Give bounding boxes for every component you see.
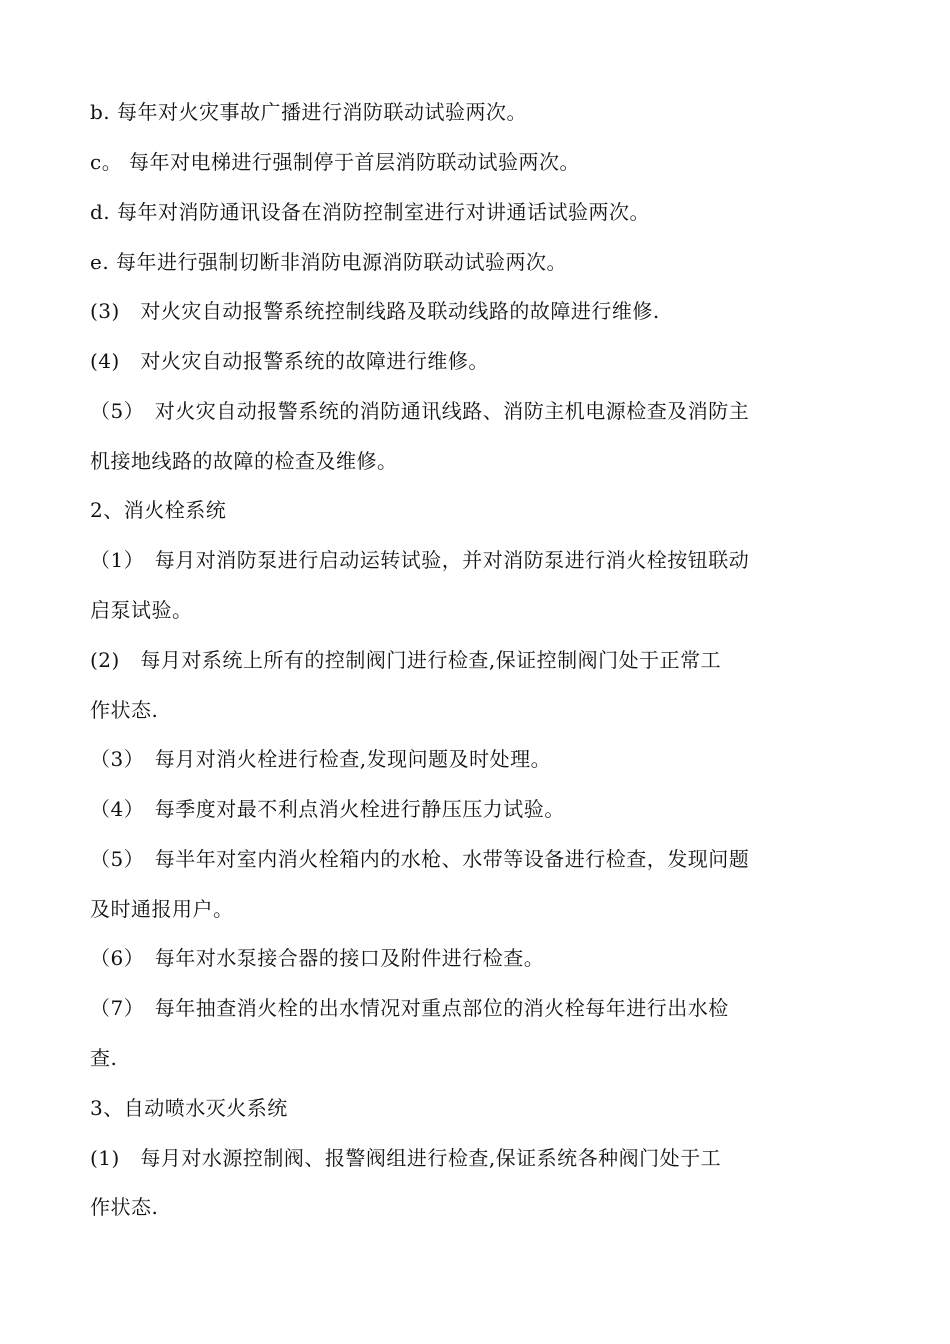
text-line: c。 每年对电梯进行强制停于首层消防联动试验两次。 — [90, 150, 581, 174]
text-line: e. 每年进行强制切断非消防电源消防联动试验两次。 — [90, 250, 568, 274]
text-line: （6） 每年对水泵接合器的接口及附件进行检查。 — [90, 946, 545, 970]
text-line: b. 每年对火灾事故广播进行消防联动试验两次。 — [90, 100, 528, 124]
text-line: 作状态. — [90, 1195, 159, 1219]
text-line: (2) 每月对系统上所有的控制阀门进行检查,保证控制阀门处于正常工 — [90, 648, 722, 672]
text-line: (4) 对火灾自动报警系统的故障进行维修。 — [90, 349, 489, 373]
text-line: (1) 每月对水源控制阀、报警阀组进行检查,保证系统各种阀门处于工 — [90, 1146, 722, 1170]
section-heading: 3、自动喷水灭火系统 — [90, 1096, 288, 1120]
text-line: （1） 每月对消防泵进行启动运转试验，并对消防泵进行消火栓按钮联动 — [90, 548, 750, 572]
section-heading: 2、消火栓系统 — [90, 498, 227, 522]
text-line: (3) 对火灾自动报警系统控制线路及联动线路的故障进行维修. — [90, 299, 660, 323]
text-line: 作状态. — [90, 698, 159, 722]
text-line: d. 每年对消防通讯设备在消防控制室进行对讲通话试验两次。 — [90, 200, 651, 224]
text-line: 及时通报用户。 — [90, 897, 234, 921]
text-line: 启泵试验。 — [90, 598, 193, 622]
text-line: （5） 对火灾自动报警系统的消防通讯线路、消防主机电源检查及消防主 — [90, 399, 750, 423]
text-line: （7） 每年抽查消火栓的出水情况对重点部位的消火栓每年进行出水检 — [90, 996, 729, 1020]
text-line: 机接地线路的故障的检查及维修。 — [90, 449, 398, 473]
text-line: （5） 每半年对室内消火栓箱内的水枪、水带等设备进行检查，发现问题 — [90, 847, 750, 871]
text-line: 查. — [90, 1046, 118, 1070]
text-line: （4） 每季度对最不利点消火栓进行静压压力试验。 — [90, 797, 565, 821]
text-line: （3） 每月对消火栓进行检查,发现问题及时处理。 — [90, 747, 552, 771]
